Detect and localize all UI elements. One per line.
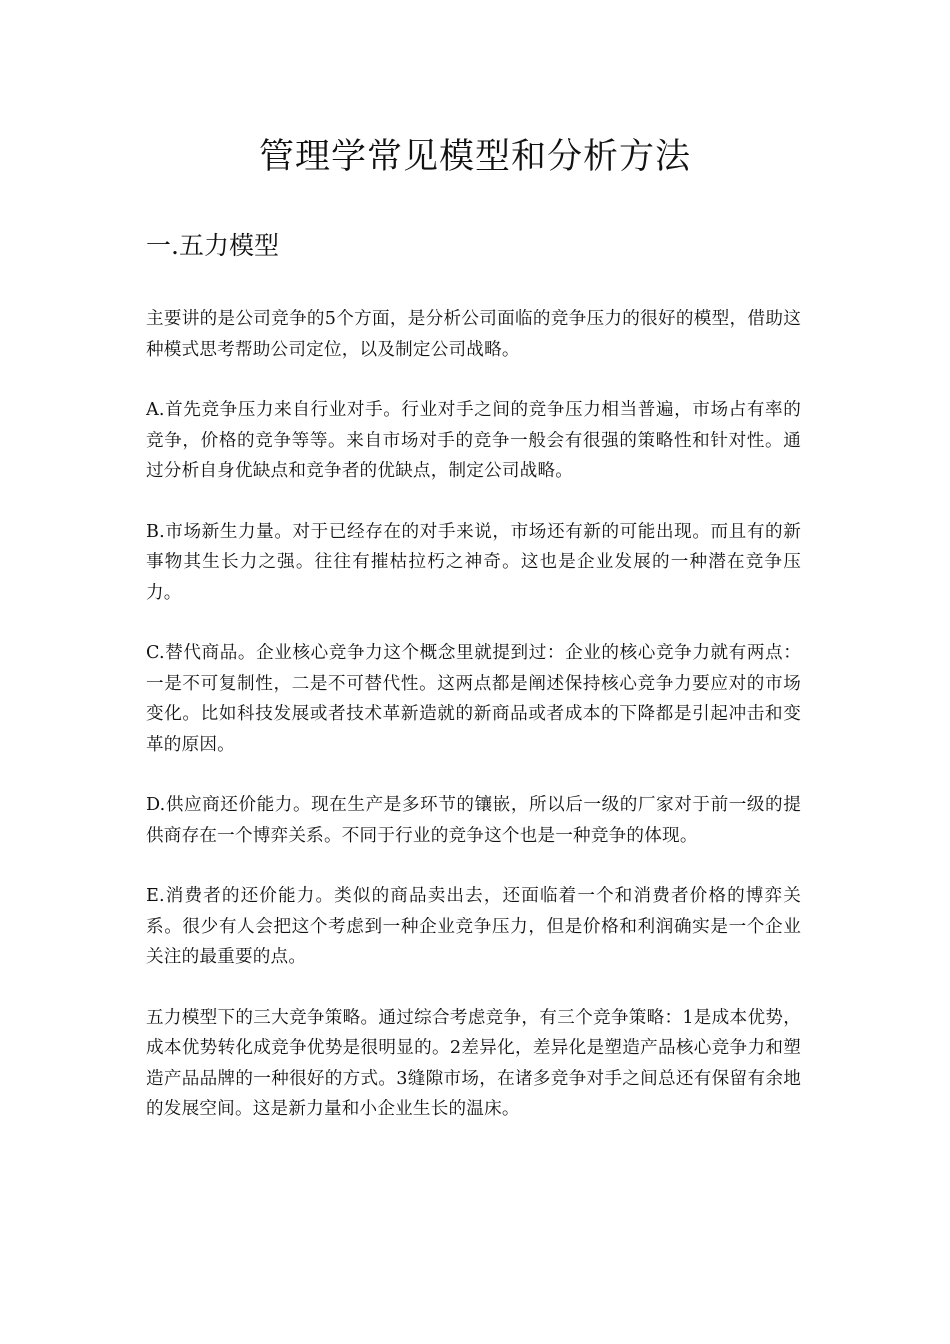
section-heading: 一.五力模型	[146, 231, 279, 260]
strategy-paragraph: 五力模型下的三大竞争策略。通过综合考虑竞争，有三个竞争策略：1是成本优势，成本优势转化成竞争优势是很明显的。2差异化，差异化是塑造产品核心竞争力和塑造产品品牌的一种很好的方式。3缝隙市场，在诸多竞争对手之间总还有保留有余地的发展空间。这是新力量和小企业生长的温床。	[146, 1007, 801, 1119]
paragraph-b: B.市场新生力量。对于已经存在的对手来说，市场还有新的可能出现。而且有的新事物其生长力之强。往往有摧枯拉朽之神奇。这也是企业发展的一种潜在竞争压力。	[146, 521, 801, 603]
document-body	[146, 304, 801, 1155]
paragraph-c: C.替代商品。企业核心竞争力这个概念里就提到过：企业的核心竞争力就有两点：一是不可复制性，二是不可替代性。这两点都是阐述保持核心竞争力要应对的市场变化。比如科技发展或者技术革新造就的新商品或者成本的下降都是引起冲击和变革的原因。	[146, 643, 801, 755]
paragraph-d: D.供应商还价能力。现在生产是多环节的镶嵌，所以后一级的厂家对于前一级的提供商存在一个博弈关系。不同于行业的竞争这个也是一种竞争的体现。	[146, 795, 801, 846]
paragraph-e: E.消费者的还价能力。类似的商品卖出去，还面临着一个和消费者价格的博弈关系。很少有人会把这个考虑到一种企业竞争压力，但是价格和利润确实是一个企业关注的最重要的点。	[146, 886, 801, 967]
paragraph-a: A.首先竞争压力来自行业对手。行业对手之间的竞争压力相当普遍，市场占有率的竞争，价格的竞争等等。来自市场对手的竞争一般会有很强的策略性和针对性。通过分析自身优缺点和竞争者的优缺点，制定公司战略。	[146, 400, 801, 481]
intro-paragraph: 主要讲的是公司竞争的5个方面，是分析公司面临的竞争压力的很好的模型，借助这种模式思考帮助公司定位，以及制定公司战略。	[146, 309, 801, 360]
document-title: 管理学常见模型和分析方法	[258, 137, 691, 177]
